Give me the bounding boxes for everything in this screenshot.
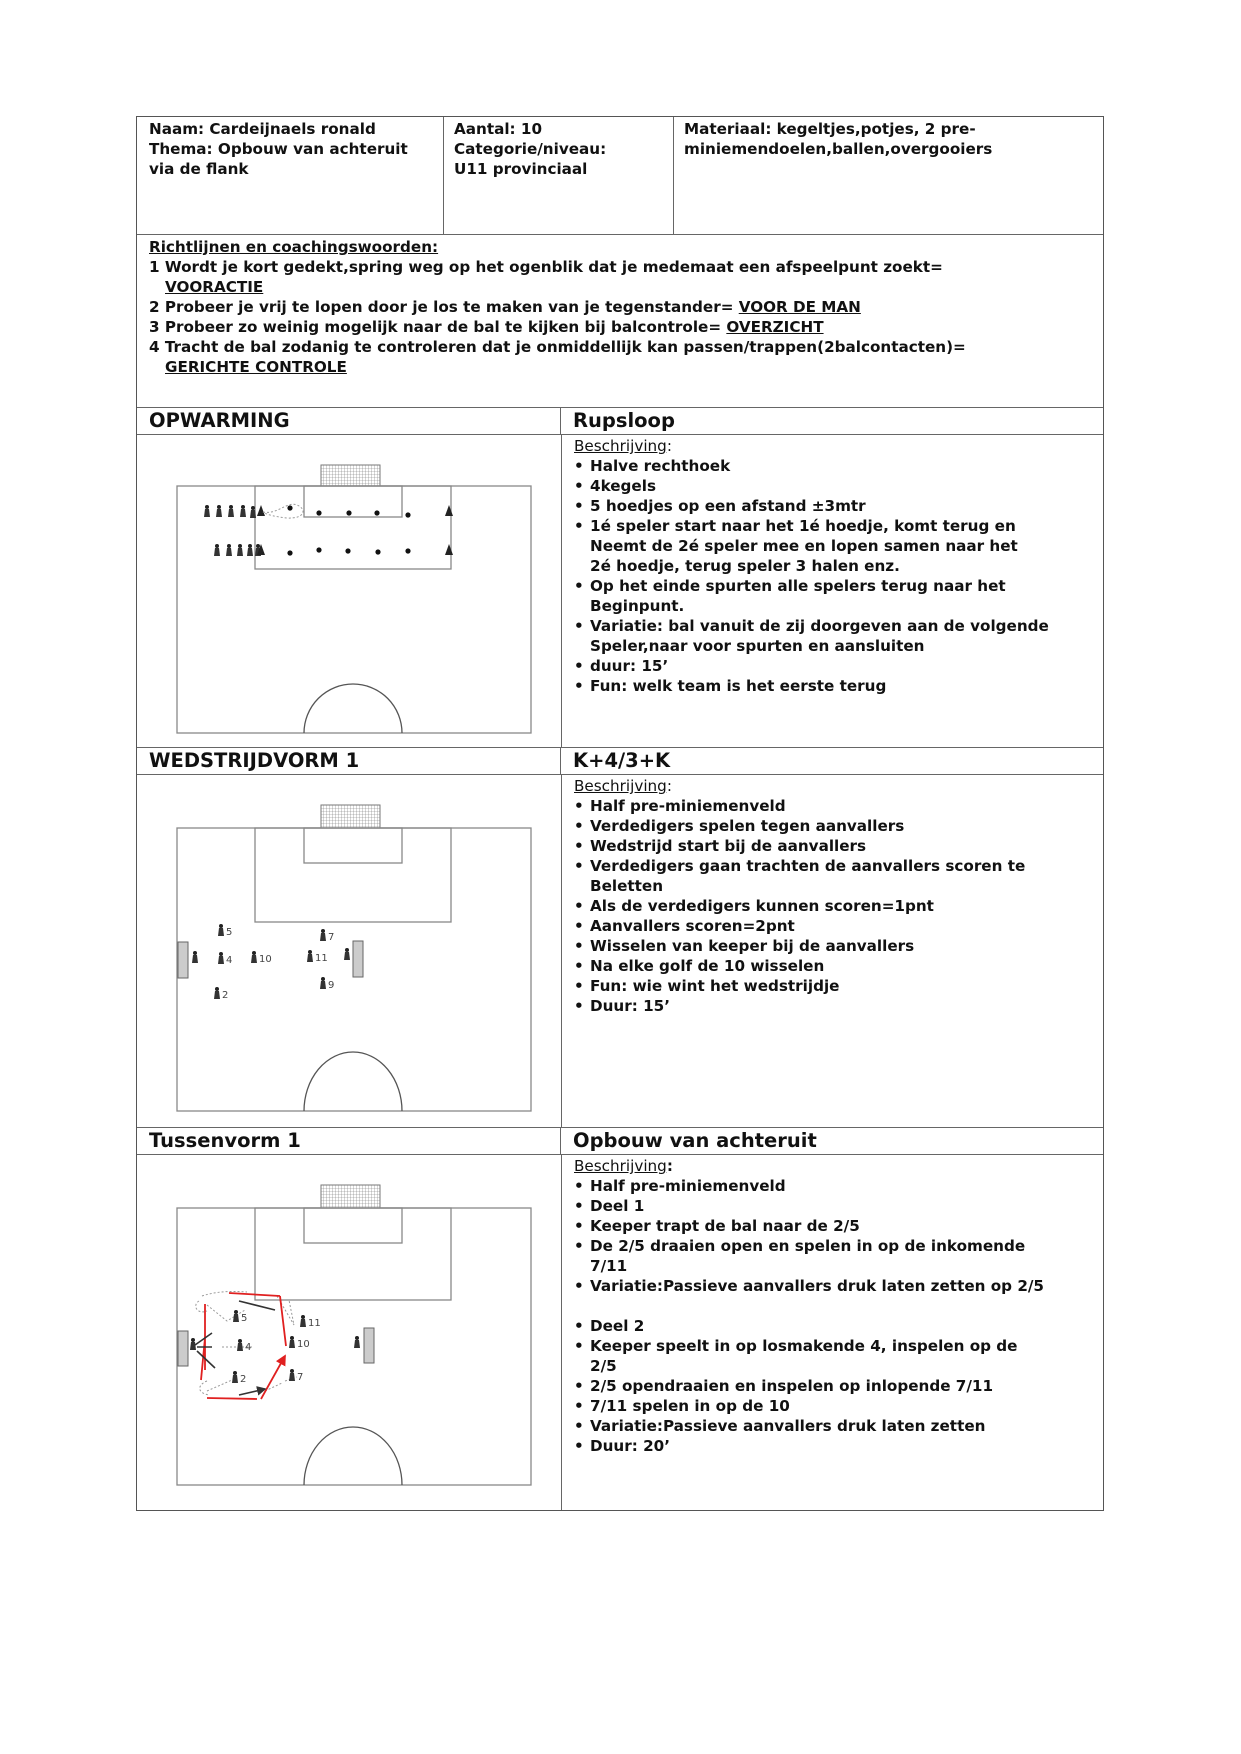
bullet-item xyxy=(574,916,1091,936)
bullet-text: Variatie:Passieve aanvallers druk laten zetten op 2/5 xyxy=(590,1277,1044,1295)
player-number: 10 xyxy=(297,1339,310,1350)
player-icon xyxy=(251,951,272,965)
spacer xyxy=(574,1296,1091,1316)
bullet-text: Duur: 15’ xyxy=(590,997,670,1015)
bullet-item xyxy=(574,1416,1091,1436)
coaching-keyword-3: OVERZICHT xyxy=(726,318,824,336)
bullet-icon xyxy=(574,856,590,876)
category-value: U11 provinciaal xyxy=(454,160,588,178)
coaching-item-1 xyxy=(149,257,1091,277)
coach-name: Naam: Cardeijnaels ronald xyxy=(149,120,376,138)
bullet-text: Fun: welk team is het eerste terug xyxy=(590,677,887,695)
bullet-icon xyxy=(574,616,590,636)
bullet-continuation xyxy=(574,596,1091,616)
bullet-item xyxy=(574,516,1091,536)
bullet-item xyxy=(574,976,1091,996)
player-number: 9 xyxy=(328,980,335,991)
header-count-cell xyxy=(444,117,674,234)
player-number: 7 xyxy=(328,932,335,943)
bullet-item xyxy=(574,1436,1091,1456)
bullet-icon xyxy=(574,1216,590,1236)
player-number: 10 xyxy=(259,954,272,965)
coaching-item-text: 4 Tracht de bal zodanig te controleren dat je onmiddellijk kan passen/trappen(2balcontacten)= xyxy=(149,338,966,356)
pitch-diagram-warmup xyxy=(137,435,561,748)
bullet-icon xyxy=(574,496,590,516)
coaching-item-text: 1 Wordt je kort gedekt,spring weg op het ogenblik dat je medemaat een afspeelpunt zoekt= xyxy=(149,258,943,276)
bullet-icon xyxy=(574,1196,590,1216)
bullet-icon xyxy=(574,1436,590,1456)
bullet-icon xyxy=(574,1416,590,1436)
bullet-text: Keeper trapt de bal naar de 2/5 xyxy=(590,1217,860,1235)
bullet-text: Deel 2 xyxy=(590,1317,645,1335)
player-icon xyxy=(204,505,210,517)
bullet-text: Keeper speelt in op losmakende 4, inspelen op de xyxy=(590,1337,1018,1355)
bullet-icon xyxy=(574,936,590,956)
bullet-text: duur: 15’ xyxy=(590,657,669,675)
bullet-icon xyxy=(574,1396,590,1416)
cone-icon xyxy=(445,505,453,516)
player-icon xyxy=(320,929,334,943)
player-icon xyxy=(216,505,222,517)
section-header-match xyxy=(137,748,1103,775)
marker-dot-icon xyxy=(405,512,410,517)
bullet-text: Halve rechthoek xyxy=(590,457,731,475)
header-name-cell xyxy=(137,117,444,234)
bullet-icon xyxy=(574,576,590,596)
bullet-item xyxy=(574,1216,1091,1236)
player-icon xyxy=(214,544,220,556)
marker-dot-icon xyxy=(287,550,292,555)
bullet-item xyxy=(574,616,1091,636)
bullet-icon xyxy=(574,1236,590,1256)
description-label-text: Beschrijving xyxy=(574,777,667,795)
player-number: 2 xyxy=(240,1374,247,1385)
bullet-icon xyxy=(574,536,590,556)
coaching-keyword-4: GERICHTE CONTROLE xyxy=(165,358,347,376)
bullet-text: Variatie: bal vanuit de zij doorgeven aan de volgende xyxy=(590,617,1049,635)
section-header-intermediate xyxy=(137,1128,1103,1155)
penalty-area xyxy=(255,828,451,922)
header-row xyxy=(137,117,1103,235)
goal-net xyxy=(321,805,380,828)
bullet-item xyxy=(574,1396,1091,1416)
pitch-outline xyxy=(177,486,531,733)
bullet-text: 4kegels xyxy=(590,477,656,495)
bullet-text: Variatie:Passieve aanvallers druk laten zetten xyxy=(590,1417,986,1435)
player-icon xyxy=(307,950,328,964)
category-label: Categorie/niveau: xyxy=(454,140,607,158)
bullet-text: Aanvallers scoren=2pnt xyxy=(590,917,795,935)
coaching-cell xyxy=(137,235,1103,407)
section-body-warmup xyxy=(137,435,1103,748)
player-icon xyxy=(300,1315,321,1329)
marker-dot-icon xyxy=(316,510,321,515)
player-number: 4 xyxy=(226,955,233,966)
bullet-item xyxy=(574,796,1091,816)
diagram-cell xyxy=(137,1155,562,1510)
bullet-icon xyxy=(574,876,590,896)
bullet-item xyxy=(574,656,1091,676)
section-header-warmup xyxy=(137,408,1103,435)
bullet-icon xyxy=(574,656,590,676)
description-label: Beschrijving: xyxy=(574,437,672,455)
bullet-text: 5 hoedjes op een afstand ±3mtr xyxy=(590,497,866,515)
player-icon xyxy=(320,977,334,991)
bullet-continuation xyxy=(574,876,1091,896)
bullet-item xyxy=(574,856,1091,876)
marker-dot-icon xyxy=(346,510,351,515)
bullet-icon xyxy=(574,1176,590,1196)
bullet-icon xyxy=(574,476,590,496)
phase-title: WEDSTRIJDVORM 1 xyxy=(137,748,561,774)
player-icon xyxy=(218,924,232,938)
player-icon xyxy=(190,1338,196,1350)
bullet-continuation xyxy=(574,536,1091,556)
bullet-icon xyxy=(574,556,590,576)
bullet-icon xyxy=(574,896,590,916)
bullet-text: 2é hoedje, terug speler 3 halen enz. xyxy=(590,557,900,575)
bullet-continuation xyxy=(574,556,1091,576)
section-body-match xyxy=(137,775,1103,1128)
coaching-keyword-1: VOORACTIE xyxy=(165,278,264,296)
bullet-text: Half pre-miniemenveld xyxy=(590,1177,786,1195)
bullet-item xyxy=(574,1236,1091,1256)
player-icon xyxy=(237,544,243,556)
description-cell xyxy=(562,435,1103,747)
description-cell xyxy=(562,1155,1103,1510)
mini-goal-left xyxy=(178,942,188,978)
center-circle xyxy=(304,1052,402,1111)
player-icon xyxy=(232,1371,246,1385)
bullet-text: 7/11 spelen in op de 10 xyxy=(590,1397,790,1415)
match-players xyxy=(192,924,350,1001)
bullet-item xyxy=(574,1376,1091,1396)
bullet-text: Neemt de 2é speler mee en lopen samen naar het xyxy=(590,537,1018,555)
cone-icon xyxy=(257,505,265,516)
bullet-text: 7/11 xyxy=(590,1257,628,1275)
coaching-keyword-2: VOOR DE MAN xyxy=(738,298,861,316)
bullet-icon xyxy=(574,1376,590,1396)
bullet-icon xyxy=(574,516,590,536)
player-number: 11 xyxy=(308,1318,321,1329)
description-list xyxy=(574,1176,1091,1456)
bullet-item xyxy=(574,896,1091,916)
player-icon xyxy=(226,544,232,556)
player-icon xyxy=(192,951,198,963)
bullet-continuation xyxy=(574,1256,1091,1276)
marker-dot-icon xyxy=(345,548,350,553)
bullet-text: Deel 1 xyxy=(590,1197,645,1215)
marker-dot-icon xyxy=(316,547,321,552)
coaching-item-text: 3 Probeer zo weinig mogelijk naar de bal te kijken bij balcontrole= xyxy=(149,318,727,336)
bullet-item xyxy=(574,836,1091,856)
center-circle xyxy=(304,684,402,733)
bullet-text: Beletten xyxy=(590,877,664,895)
bullet-icon xyxy=(574,796,590,816)
coaching-item-4 xyxy=(149,337,1091,357)
bullet-continuation xyxy=(574,1356,1091,1376)
player-icon xyxy=(354,1336,360,1348)
bullet-item xyxy=(574,676,1091,696)
penalty-area xyxy=(255,486,451,569)
goal-net xyxy=(321,465,380,486)
bullet-text: Na elke golf de 10 wisselen xyxy=(590,957,825,975)
coaching-item-text: 2 Probeer je vrij te lopen door je los te maken van je tegenstander= xyxy=(149,298,739,316)
bullet-item xyxy=(574,1336,1091,1356)
bullet-item xyxy=(574,576,1091,596)
description-label: Beschrijving: xyxy=(574,777,672,795)
bullet-item xyxy=(574,1276,1091,1296)
bullet-icon xyxy=(574,1276,590,1296)
exercise-title: Rupsloop xyxy=(573,409,675,432)
phase-title: OPWARMING xyxy=(137,408,561,434)
coaching-item-3 xyxy=(149,317,1091,337)
bullet-text: Verdedigers gaan trachten de aanvallers scoren te xyxy=(590,857,1026,875)
bullet-icon xyxy=(574,1336,590,1356)
exercise-title: K+4/3+K xyxy=(573,749,671,772)
player-icon xyxy=(289,1369,303,1383)
bullet-icon xyxy=(574,636,590,656)
player-icon xyxy=(218,952,232,966)
player-number: 5 xyxy=(241,1313,248,1324)
player-icon xyxy=(240,505,246,517)
bullet-icon xyxy=(574,996,590,1016)
player-number: 11 xyxy=(315,953,328,964)
bullet-text: Fun: wie wint het wedstrijdje xyxy=(590,977,840,995)
marker-dot-icon xyxy=(375,549,380,554)
pitch-diagram-buildup xyxy=(137,1155,561,1510)
player-count: Aantal: 10 xyxy=(454,120,543,138)
coaching-row xyxy=(137,235,1103,408)
bullet-item xyxy=(574,816,1091,836)
bullet-text: Speler,naar voor spurten en aansluiten xyxy=(590,637,925,655)
bullet-item xyxy=(574,476,1091,496)
material: Materiaal: kegeltjes,potjes, 2 pre-miniemendoelen,ballen,overgooiers xyxy=(684,120,993,158)
marker-dot-icon xyxy=(405,548,410,553)
bullet-icon xyxy=(574,836,590,856)
marker-dot-icon xyxy=(374,510,379,515)
bullet-text: Verdedigers spelen tegen aanvallers xyxy=(590,817,905,835)
player-number: 5 xyxy=(226,927,233,938)
phase-title: Tussenvorm 1 xyxy=(137,1128,561,1154)
bullet-icon xyxy=(574,816,590,836)
player-number: 4 xyxy=(245,1342,252,1353)
bullet-item xyxy=(574,456,1091,476)
exercise-title: Opbouw van achteruit xyxy=(573,1129,817,1152)
run-path xyxy=(263,504,303,518)
description-label: Beschrijving: xyxy=(574,1157,673,1175)
mini-goal-right xyxy=(364,1328,374,1363)
bullet-text: Wisselen van keeper bij de aanvallers xyxy=(590,937,915,955)
description-cell xyxy=(562,775,1103,1127)
center-circle xyxy=(304,1427,402,1485)
cone-icon xyxy=(445,544,453,555)
bullet-item xyxy=(574,956,1091,976)
player-icon xyxy=(289,1336,310,1350)
player-icon xyxy=(344,948,350,960)
bullet-text: Duur: 20’ xyxy=(590,1437,670,1455)
training-sheet xyxy=(136,116,1104,1511)
theme: Thema: Opbouw van achteruit via de flank xyxy=(149,140,408,178)
bullet-icon xyxy=(574,956,590,976)
mini-goal-right xyxy=(353,941,363,977)
player-icon xyxy=(228,505,234,517)
player-icon xyxy=(247,544,253,556)
pitch-diagram-match xyxy=(137,775,561,1128)
bullet-item xyxy=(574,1316,1091,1336)
bullet-text: 1é speler start naar het 1é hoedje, komt terug en xyxy=(590,517,1016,535)
diagram-cell xyxy=(137,775,562,1127)
goal-area xyxy=(304,1208,402,1243)
bullet-text: 2/5 xyxy=(590,1357,617,1375)
bullet-item xyxy=(574,496,1091,516)
description-label-text: Beschrijving xyxy=(574,1157,667,1175)
bullet-text: De 2/5 draaien open en spelen in op de inkomende xyxy=(590,1237,1026,1255)
description-list xyxy=(574,456,1091,696)
bullet-icon xyxy=(574,596,590,616)
description-list xyxy=(574,796,1091,1016)
bullet-text: 2/5 opendraaien en inspelen op inlopende 7/11 xyxy=(590,1377,994,1395)
diagram-cell xyxy=(137,435,562,747)
bullet-text: Wedstrijd start bij de aanvallers xyxy=(590,837,867,855)
bullet-icon xyxy=(574,916,590,936)
bullet-item xyxy=(574,1196,1091,1216)
bullet-icon xyxy=(574,1316,590,1336)
mini-goal-left xyxy=(178,1331,188,1366)
coaching-title: Richtlijnen en coachingswoorden: xyxy=(149,238,439,256)
bullet-icon xyxy=(574,976,590,996)
bullet-icon xyxy=(574,1356,590,1376)
goal-area xyxy=(304,828,402,863)
player-number: 2 xyxy=(222,990,229,1001)
bullet-icon xyxy=(574,676,590,696)
bullet-text: Als de verdedigers kunnen scoren=1pnt xyxy=(590,897,934,915)
bullet-item xyxy=(574,1176,1091,1196)
section-body-intermediate xyxy=(137,1155,1103,1510)
marker-dot-icon xyxy=(287,505,292,510)
header-material-cell xyxy=(674,117,1103,234)
bullet-text: Half pre-miniemenveld xyxy=(590,797,786,815)
description-label-text: Beschrijving xyxy=(574,437,667,455)
bullet-text: Beginpunt. xyxy=(590,597,685,615)
bullet-icon xyxy=(574,1256,590,1276)
warmup-markers xyxy=(204,505,453,556)
player-icon xyxy=(233,1310,247,1324)
player-icon xyxy=(214,987,228,1001)
bullet-item xyxy=(574,936,1091,956)
bullet-continuation xyxy=(574,636,1091,656)
player-icon xyxy=(237,1339,251,1353)
coaching-item-2 xyxy=(149,297,1091,317)
bullet-text: Op het einde spurten alle spelers terug naar het xyxy=(590,577,1006,595)
goal-net xyxy=(321,1185,380,1208)
bullet-item xyxy=(574,996,1091,1016)
bullet-icon xyxy=(574,456,590,476)
player-number: 7 xyxy=(297,1372,304,1383)
penalty-area xyxy=(255,1208,451,1300)
